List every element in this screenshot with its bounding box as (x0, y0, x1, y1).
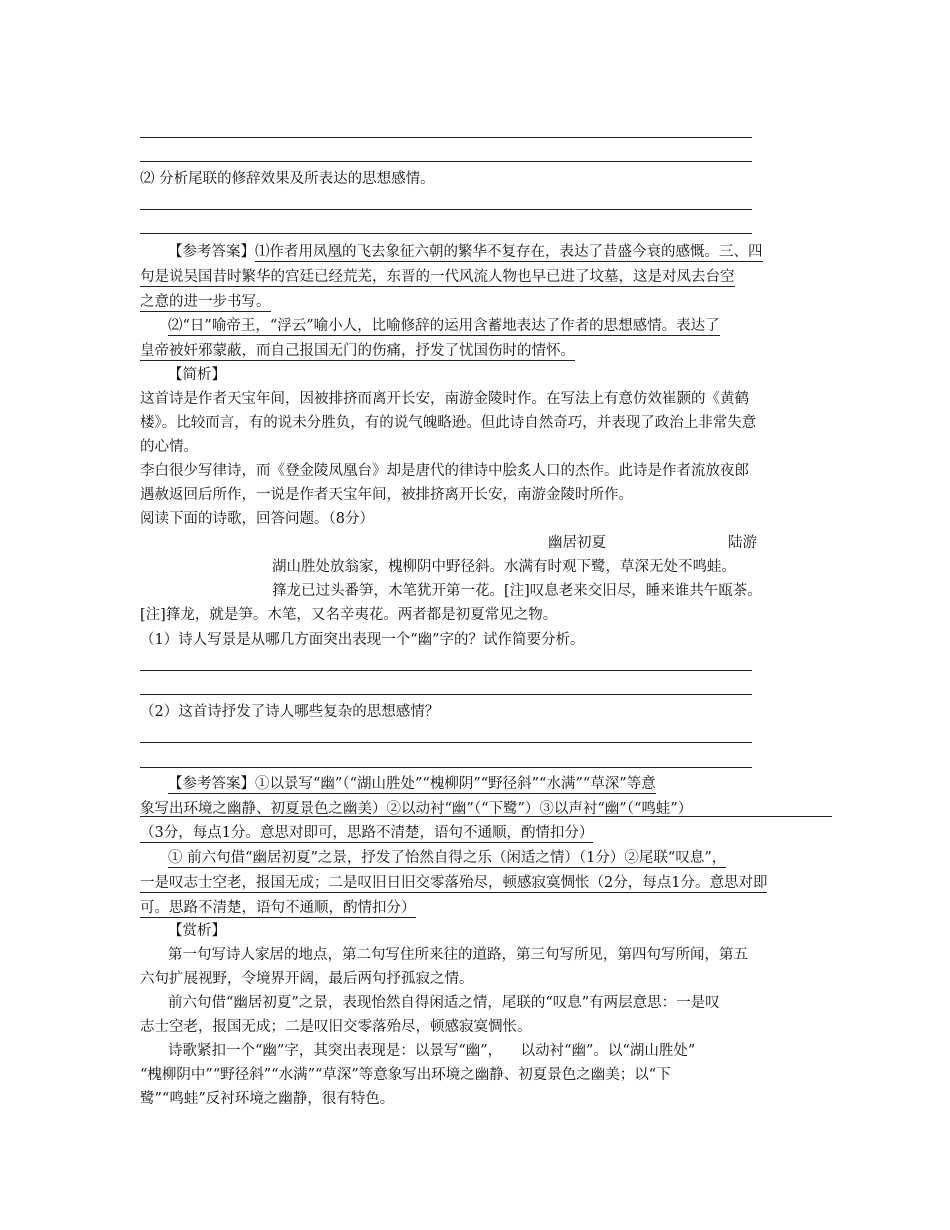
analysis-label: 【简析】 (168, 367, 226, 383)
analysis1-line4: 李白很少写律诗，而《登金陵凤凰台》却是唐代的律诗中脍炙人口的杰作。此诗是作者流放夜郎 (140, 463, 749, 479)
analysis1-line5: 遇赦返回后所作，一说是作者天宝年间，被排挤离开长安，南游金陵时所作。 (140, 487, 633, 503)
answer2-line4: ① 前六句借“幽居初夏”之景，抒发了怡然自得之乐（闲适之情）（1分）②尾联“叹息”， (168, 850, 727, 866)
answer-label: 【参考答案】 (168, 776, 255, 792)
poem-author: 陆游 (728, 535, 757, 551)
answer2-line6: 可。思路不清楚，语句不通顺，酌情扣分） (140, 900, 416, 916)
answer-line[interactable] (140, 767, 752, 768)
analysis1-line3: 的心情。 (140, 439, 198, 455)
answer-line[interactable] (140, 742, 752, 743)
underline-rule (140, 816, 832, 817)
answer-line[interactable] (140, 137, 752, 138)
answer-line[interactable] (140, 233, 752, 234)
appreciation-line6: “槐柳阴中”“野径斜”“水满”“草深”等意象写出环境之幽静、初夏景色之幽美；以“下 (140, 1067, 671, 1083)
answer1-line1: 【参考答案】⑴作者用凤凰的飞去象征六朝的繁华不复存在，表达了昔盛今衰的感慨。三、四 (168, 244, 763, 260)
answer1-line4: ⑵“日”喻帝王，“浮云”喻小人，比喻修辞的运用含蓄地表达了作者的思想感情。表达了 (168, 318, 720, 334)
appreciation-line2: 六句扩展视野，令境界开阔，最后两句抒孤寂之情。 (140, 971, 474, 987)
answer1-line3: 之意的进一步书写。 (140, 294, 271, 310)
answer1-line5: 皇帝被奸邪蒙蔽，而自己报国无门的伤痛，抒发了忧国伤时的情怀。 (140, 343, 575, 359)
question2-sub1: （1）诗人写景是从哪几方面突出表现一个“幽”字的？试作简要分析。 (140, 632, 585, 648)
analysis1-line1: 这首诗是作者天宝年间，因被排挤而离开长安，南游金陵时作。在写法上有意仿效崔颢的《黄鹤 (140, 391, 749, 407)
answer-line[interactable] (140, 694, 752, 695)
question2-intro: 阅读下面的诗歌，回答问题。（8分） (140, 511, 374, 527)
answer2-line1: 【参考答案】①以景写“幽”（“湖山胜处”“槐柳阴”“野径斜”“水满”“草深”等意 (168, 776, 656, 792)
poem-note: [注]箨龙，就是笋。木笔，又名辛夷花。两者都是初夏常见之物。 (140, 607, 558, 623)
answer2-line3: （3分，每点1分。意思对即可，思路不清楚，语句不通顺，酌情扣分） (140, 825, 594, 841)
answer2-line2: 象写出环境之幽静、初夏景色之幽美）②以动衬“幽”（“下鹭”）③以声衬“幽”（“鸣蛙”） (140, 801, 693, 817)
appreciation-line5: 诗歌紧扣一个“幽”字，其突出表现是：以景写“幽”， 以动衬“幽”。以“湖山胜处” (168, 1043, 696, 1059)
answer-label: 【参考答案】 (168, 244, 255, 260)
answer-line[interactable] (140, 161, 752, 162)
question-part-2: ⑵ 分析尾联的修辞效果及所表达的思想感情。 (140, 171, 435, 187)
poem-title: 幽居初夏 (548, 535, 606, 551)
poem-line-2: 箨龙已过头番笋，木笔犹开第一花。[注]叹息老来交旧尽，睡来谁共午瓯茶。 (272, 583, 762, 599)
appreciation-label: 【赏析】 (168, 923, 226, 939)
analysis1-line2: 楼》。比较而言，有的说未分胜负，有的说气魄略逊。但此诗自然奇巧，并表现了政治上非常失意 (140, 415, 757, 431)
appreciation-line1: 第一句写诗人家居的地点，第二句写住所来往的道路，第三句写所见，第四句写所闻，第五 (168, 947, 748, 963)
poem-line-1: 湖山胜处放翁家，槐柳阴中野径斜。水满有时观下鹭，草深无处不鸣蛙。 (272, 559, 736, 575)
answer2-line5: 一是叹志士空老，报国无成；二是叹旧日旧交零落殆尽，顿感寂寞惆怅（2分，每点1分。意思对即 (140, 875, 768, 891)
appreciation-line7: 鹭”“鸣蛙”反衬环境之幽静，很有特色。 (140, 1091, 395, 1107)
question2-sub2: （2）这首诗抒发了诗人哪些复杂的思想感情？ (140, 704, 440, 720)
answer1-line2: 句是说吴国昔时繁华的宫廷已经荒芜，东晋的一代风流人物也早已进了坟墓，这是对凤去台空 (140, 269, 735, 285)
answer-line[interactable] (140, 209, 752, 210)
appreciation-line3: 前六句借“幽居初夏”之景，表现怡然自得闲适之情，尾联的“叹息”有两层意思：一是叹 (168, 995, 720, 1011)
appreciation-line4: 志士空老，报国无成；二是叹旧交零落殆尽，顿感寂寞惆怅。 (140, 1019, 532, 1035)
answer-line[interactable] (140, 670, 752, 671)
